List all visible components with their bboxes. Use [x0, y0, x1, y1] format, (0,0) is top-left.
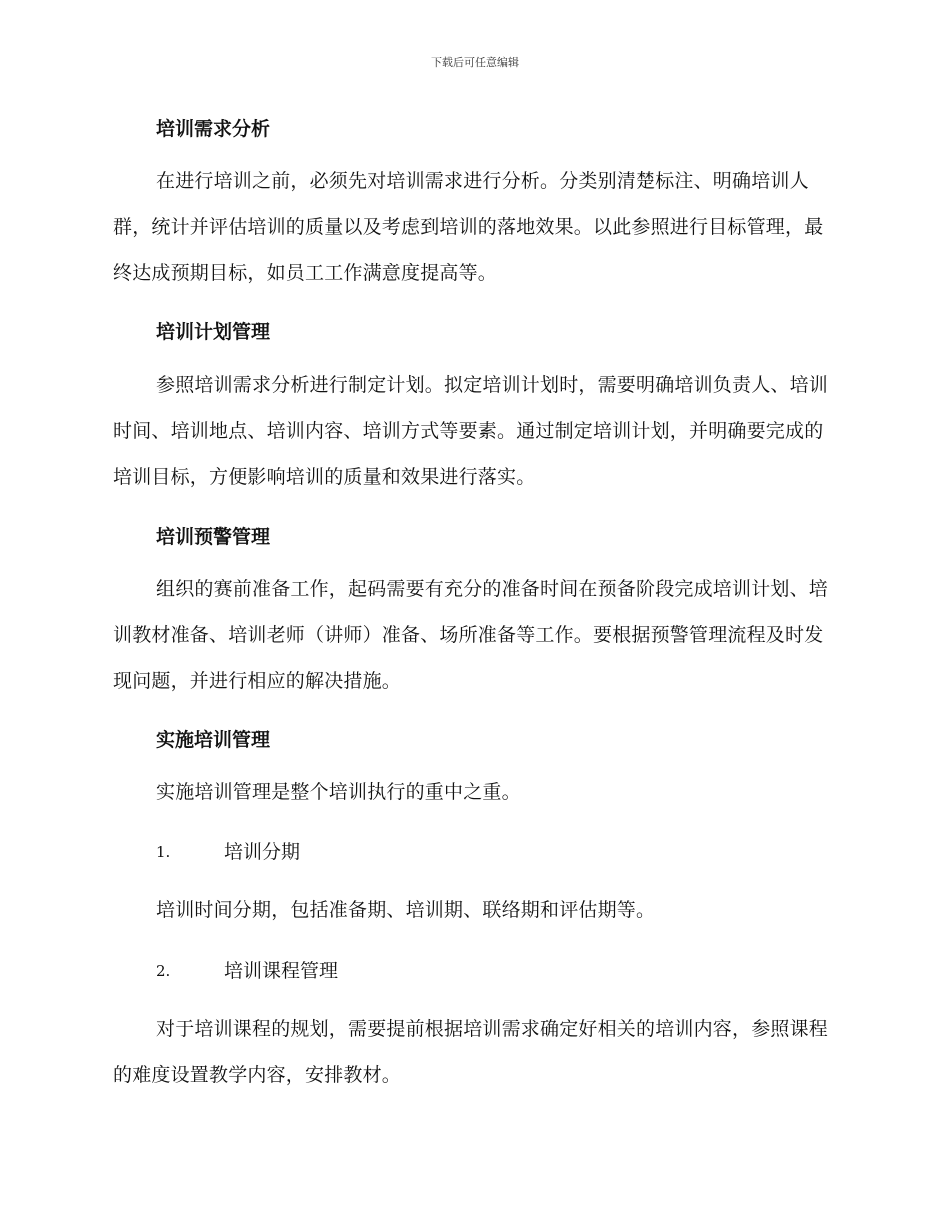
item-paragraph: 培训时间分期，包括准备期、培训期、联络期和评估期等。	[156, 899, 656, 921]
item-number: 1.	[156, 843, 171, 861]
section-heading-needs-analysis: 培训需求分析	[156, 118, 271, 140]
numbered-item	[113, 837, 833, 867]
numbered-item	[113, 956, 833, 986]
item-paragraph: 对于培训课程的规划，需要提前根据培训需求确定好相关的培训内容，参照课程的难度设置教学内容，安排教材。	[113, 1018, 829, 1086]
section-paragraph-implementation: 实施培训管理是整个培训执行的重中之重。	[156, 781, 521, 803]
item-title: 培训课程管理	[224, 960, 339, 982]
page-header: 下载后可任意编辑	[431, 56, 519, 69]
section-heading-plan-management: 培训计划管理	[156, 321, 271, 343]
item-number: 2.	[156, 962, 171, 980]
section-paragraph-warning-management: 组织的赛前准备工作，起码需要有充分的准备时间在预备阶段完成培训计划、培训教材准备、培训老师（讲师）准备、场所准备等工作。要根据预警管理流程及时发现问题，并进行相应的解决措施。	[113, 578, 829, 692]
item-title: 培训分期	[224, 841, 301, 863]
section-heading-implementation: 实施培训管理	[156, 729, 271, 751]
section-paragraph-needs-analysis: 在进行培训之前，必须先对培训需求进行分析。分类别清楚标注、明确培训人群，统计并评估培训的质量以及考虑到培训的落地效果。以此参照进行目标管理，最终达成预期目标，如员工工作满意度提高等。	[113, 170, 824, 284]
document-body	[113, 114, 833, 1098]
section-heading-warning-management: 培训预警管理	[156, 526, 271, 548]
section-paragraph-plan-management: 参照培训需求分析进行制定计划。拟定培训计划时，需要明确培训负责人、培训时间、培训地点、培训内容、培训方式等要素。通过制定培训计划，并明确要完成的培训目标，方便影响培训的质量和效果进行落实。	[113, 374, 829, 488]
